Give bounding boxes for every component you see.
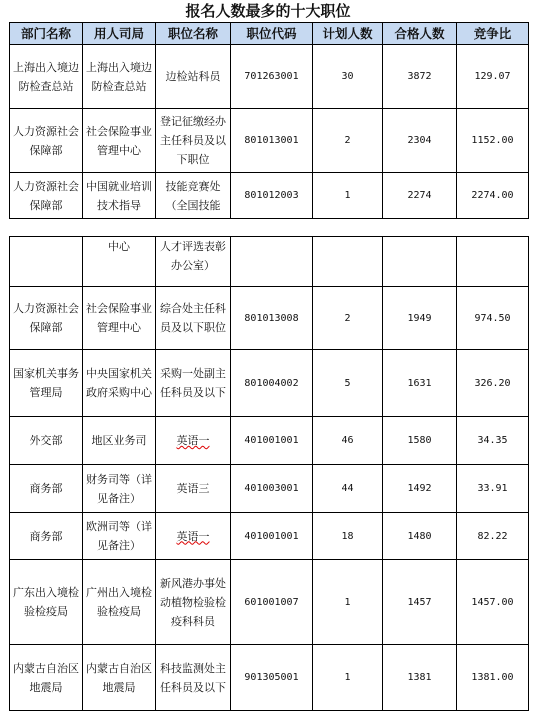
cell-ratio (457, 237, 529, 287)
cell-qualified: 1492 (383, 465, 457, 513)
table-row (10, 45, 529, 109)
cell-position: 科技监测处主任科员及以下 (156, 645, 231, 711)
cell-position: 新风港办事处动植物检验检疫科科员 (156, 560, 231, 645)
cell-qualified: 1631 (383, 350, 457, 417)
cell-dept: 外交部 (10, 417, 83, 465)
table-row (10, 417, 529, 465)
table-row (10, 513, 529, 560)
table-top (9, 22, 529, 219)
cell-position: 边检站科员 (156, 45, 231, 109)
cell-plan (313, 237, 383, 287)
cell-dept: 广东出入境检验检疫局 (10, 560, 83, 645)
cell-bureau: 中央国家机关政府采购中心 (83, 350, 156, 417)
cell-bureau: 社会保险事业管理中心 (83, 109, 156, 173)
position-text: 英语一 (176, 434, 210, 447)
header-dept: 部门名称 (10, 23, 83, 45)
cell-plan: 18 (313, 513, 383, 560)
cell-qualified: 1480 (383, 513, 457, 560)
cell-qualified: 2304 (383, 109, 457, 173)
cell-position: 综合处主任科员及以下职位 (156, 287, 231, 350)
cell-plan: 30 (313, 45, 383, 109)
cell-dept: 国家机关事务管理局 (10, 350, 83, 417)
table-row (10, 645, 529, 711)
cell-bureau: 内蒙古自治区地震局 (83, 645, 156, 711)
cell-bureau: 广州出入境检验检疫局 (83, 560, 156, 645)
cell-code: 601001007 (231, 560, 313, 645)
cell-plan: 2 (313, 287, 383, 350)
cell-ratio: 34.35 (457, 417, 529, 465)
header-ratio: 竞争比 (457, 23, 529, 45)
cell-bureau: 中心 (83, 237, 156, 287)
table-row-continuation (10, 237, 529, 287)
table-row (10, 109, 529, 173)
cell-qualified: 1580 (383, 417, 457, 465)
table-header-row (10, 23, 529, 45)
cell-code (231, 237, 313, 287)
cell-bureau: 财务司等（详见备注） (83, 465, 156, 513)
header-bureau: 用人司局 (83, 23, 156, 45)
cell-qualified: 2274 (383, 173, 457, 219)
cell-ratio: 1152.00 (457, 109, 529, 173)
cell-bureau: 地区业务司 (83, 417, 156, 465)
cell-code: 801013008 (231, 287, 313, 350)
header-code: 职位代码 (231, 23, 313, 45)
cell-dept: 上海出入境边防检查总站 (10, 45, 83, 109)
cell-ratio: 1457.00 (457, 560, 529, 645)
cell-plan: 1 (313, 173, 383, 219)
cell-plan: 1 (313, 645, 383, 711)
table-row (10, 465, 529, 513)
cell-ratio: 129.07 (457, 45, 529, 109)
header-position: 职位名称 (156, 23, 231, 45)
cell-ratio: 33.91 (457, 465, 529, 513)
cell-bureau: 中国就业培训技术指导 (83, 173, 156, 219)
cell-qualified: 1457 (383, 560, 457, 645)
cell-bureau: 社会保险事业管理中心 (83, 287, 156, 350)
cell-dept: 商务部 (10, 513, 83, 560)
cell-code: 401001001 (231, 513, 313, 560)
cell-dept: 人力资源社会保障部 (10, 173, 83, 219)
cell-position: 英语三 (156, 465, 231, 513)
cell-dept (10, 237, 83, 287)
cell-code: 801004002 (231, 350, 313, 417)
table-row (10, 560, 529, 645)
header-qualified: 合格人数 (383, 23, 457, 45)
position-text: 英语一 (176, 529, 210, 543)
cell-code: 801013001 (231, 109, 313, 173)
cell-ratio: 326.20 (457, 350, 529, 417)
cell-position (156, 513, 231, 560)
cell-qualified: 3872 (383, 45, 457, 109)
cell-qualified (383, 237, 457, 287)
cell-plan: 46 (313, 417, 383, 465)
cell-code: 801012003 (231, 173, 313, 219)
cell-code: 401003001 (231, 465, 313, 513)
cell-position: 登记征缴经办主任科员及以下职位 (156, 109, 231, 173)
cell-bureau: 上海出入境边防检查总站 (83, 45, 156, 109)
cell-dept: 内蒙古自治区地震局 (10, 645, 83, 711)
cell-position: 采购一处副主任科员及以下 (156, 350, 231, 417)
cell-qualified: 1381 (383, 645, 457, 711)
table-row (10, 173, 529, 219)
cell-ratio: 82.22 (457, 513, 529, 560)
cell-dept: 人力资源社会保障部 (10, 109, 83, 173)
cell-ratio: 1381.00 (457, 645, 529, 711)
cell-plan: 5 (313, 350, 383, 417)
cell-qualified: 1949 (383, 287, 457, 350)
table-row (10, 350, 529, 417)
cell-ratio: 974.50 (457, 287, 529, 350)
cell-ratio: 2274.00 (457, 173, 529, 219)
cell-bureau: 欧洲司等（详见备注） (83, 513, 156, 560)
cell-code: 701263001 (231, 45, 313, 109)
cell-position (156, 417, 231, 465)
table-bottom (9, 236, 529, 711)
page-title: 报名人数最多的十大职位 (185, 2, 351, 20)
cell-position: 技能竞赛处（全国技能 (156, 173, 231, 219)
cell-code: 901305001 (231, 645, 313, 711)
cell-plan: 2 (313, 109, 383, 173)
cell-plan: 1 (313, 560, 383, 645)
cell-plan: 44 (313, 465, 383, 513)
header-plan: 计划人数 (313, 23, 383, 45)
cell-dept: 人力资源社会保障部 (10, 287, 83, 350)
table-row (10, 287, 529, 350)
cell-dept: 商务部 (10, 465, 83, 513)
cell-code: 401001001 (231, 417, 313, 465)
cell-position: 人才评选表彰办公室） (156, 237, 231, 287)
